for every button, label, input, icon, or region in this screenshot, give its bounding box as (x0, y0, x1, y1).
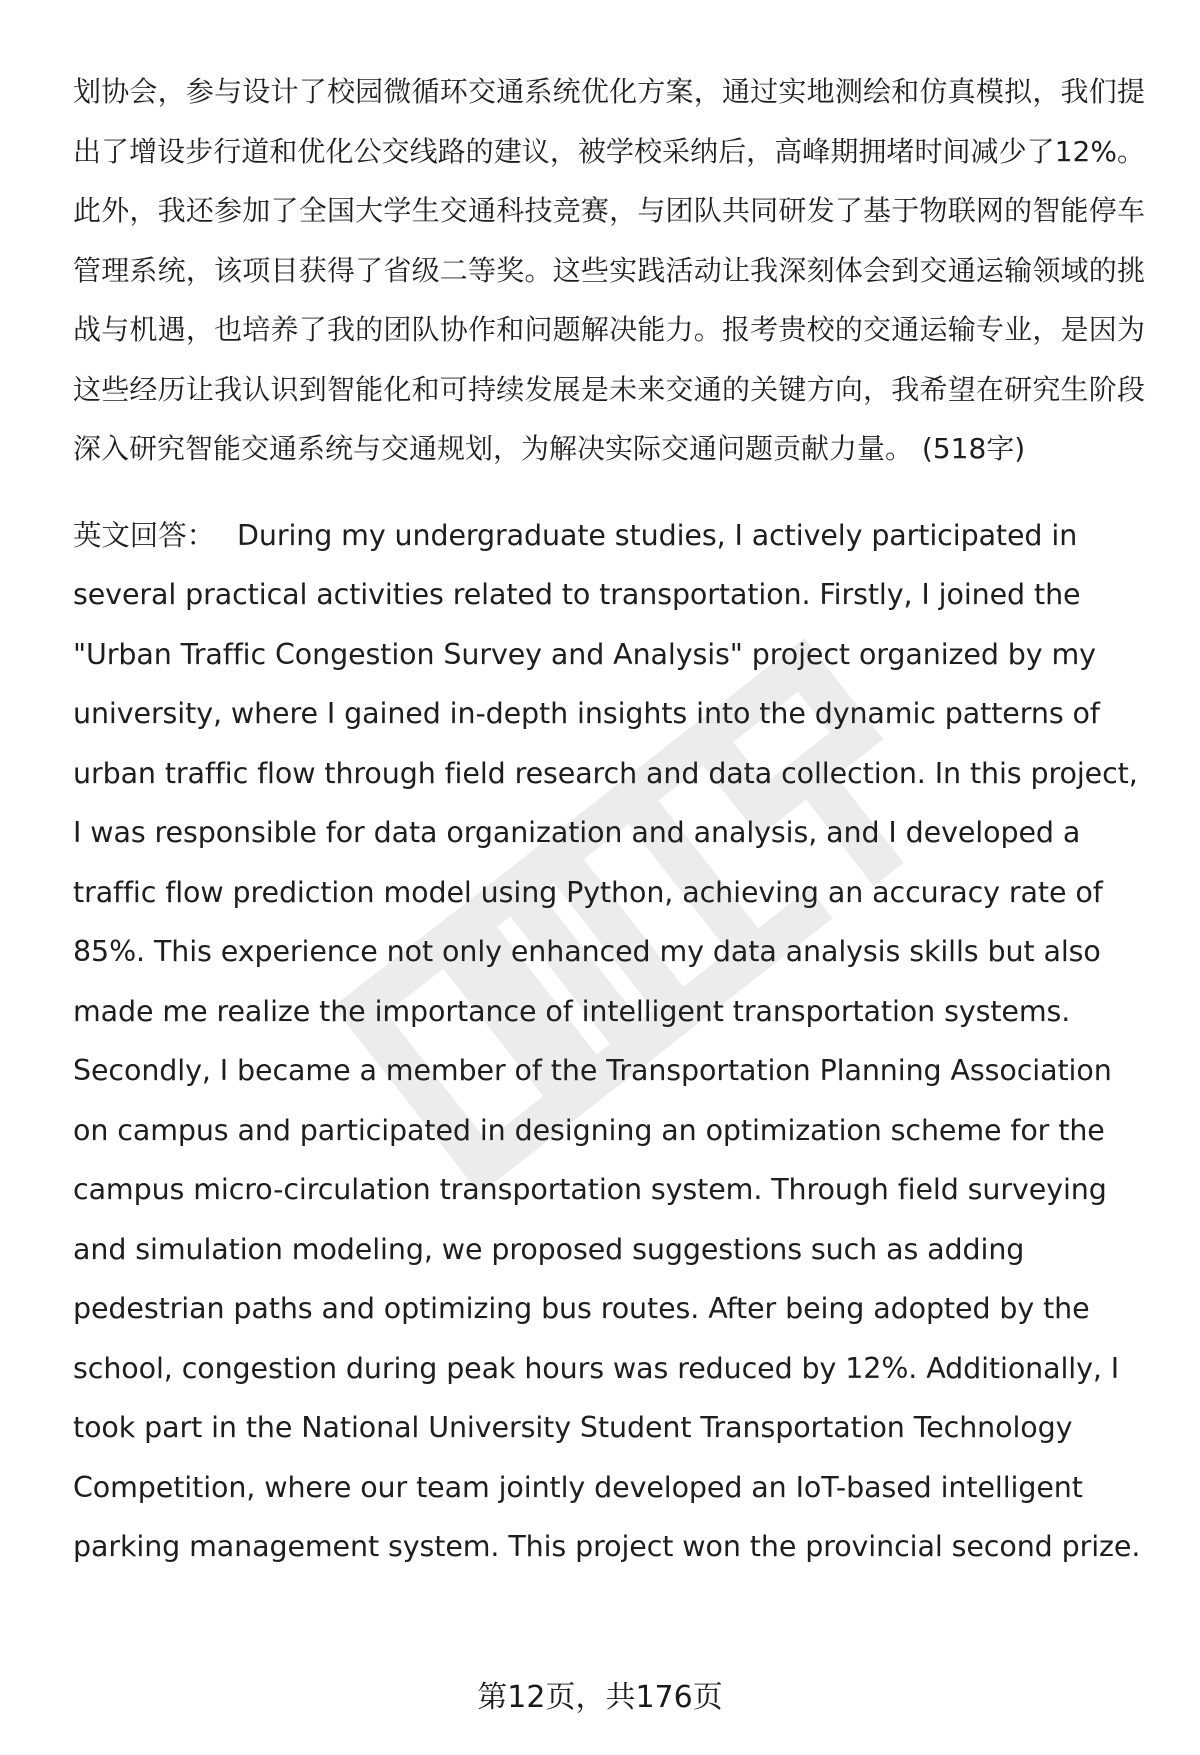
document-content (73, 62, 1145, 1577)
english-answer-block (73, 506, 1145, 1577)
page-number-footer: 第12页，共176页 (477, 1680, 723, 1715)
chinese-answer-paragraph: 划协会，参与设计了校园微循环交通系统优化方案，通过实地测绘和仿真模拟，我们提出了增设步行道和优化公交线路的建议，被学校采纳后，高峰期拥堵时间减少了12%。此外，我还参加了全国大学生交通科技竞赛，与团队共同研发了基于物联网的智能停车管理系统，该项目获得了省级二等奖。这些实践活动让我深刻体会到交通运输领域的挑战与机遇，也培养了我的团队协作和问题解决能力。报考贵校的交通运输专业，是因为这些经历让我认识到智能化和可持续发展是未来交通的关键方向，我希望在研究生阶段深入研究智能交通系统与交通规划，为解决实际交通问题贡献力量。 (518字) (73, 75, 1145, 465)
english-answer-paragraph: During my undergraduate studies, I actively participated in several practical activities related to transportation. Firstly, I joined the "Urban Traffic Congestion Survey and Analysis" project organized by my university, where I gained in-depth insights into the dynamic patterns of urban traffic flow through field research and data collection. In this project, I was responsible for data organization and analysis, and I developed a traffic flow prediction model using Python, achieving an accuracy rate of 85%. This experience not only enhanced my data analysis skills but also made me realize the importance of intelligent transportation systems. Secondly, I became a member of the Transportation Planning Association on campus and participated in designing an optimization scheme for the campus micro-circulation transportation system. Through field surveying and simulation modeling, we proposed suggestions such as adding pedestrian paths and optimizing bus routes. After being adopted by the school, congestion during peak hours was reduced by 12%. Additionally, I took part in the National University Student Transportation Technology Competition, where our team jointly developed an IoT-based intelligent parking management system. This project won the provincial second prize. (73, 518, 1141, 1563)
english-answer-label: 英文回答： (73, 518, 216, 552)
